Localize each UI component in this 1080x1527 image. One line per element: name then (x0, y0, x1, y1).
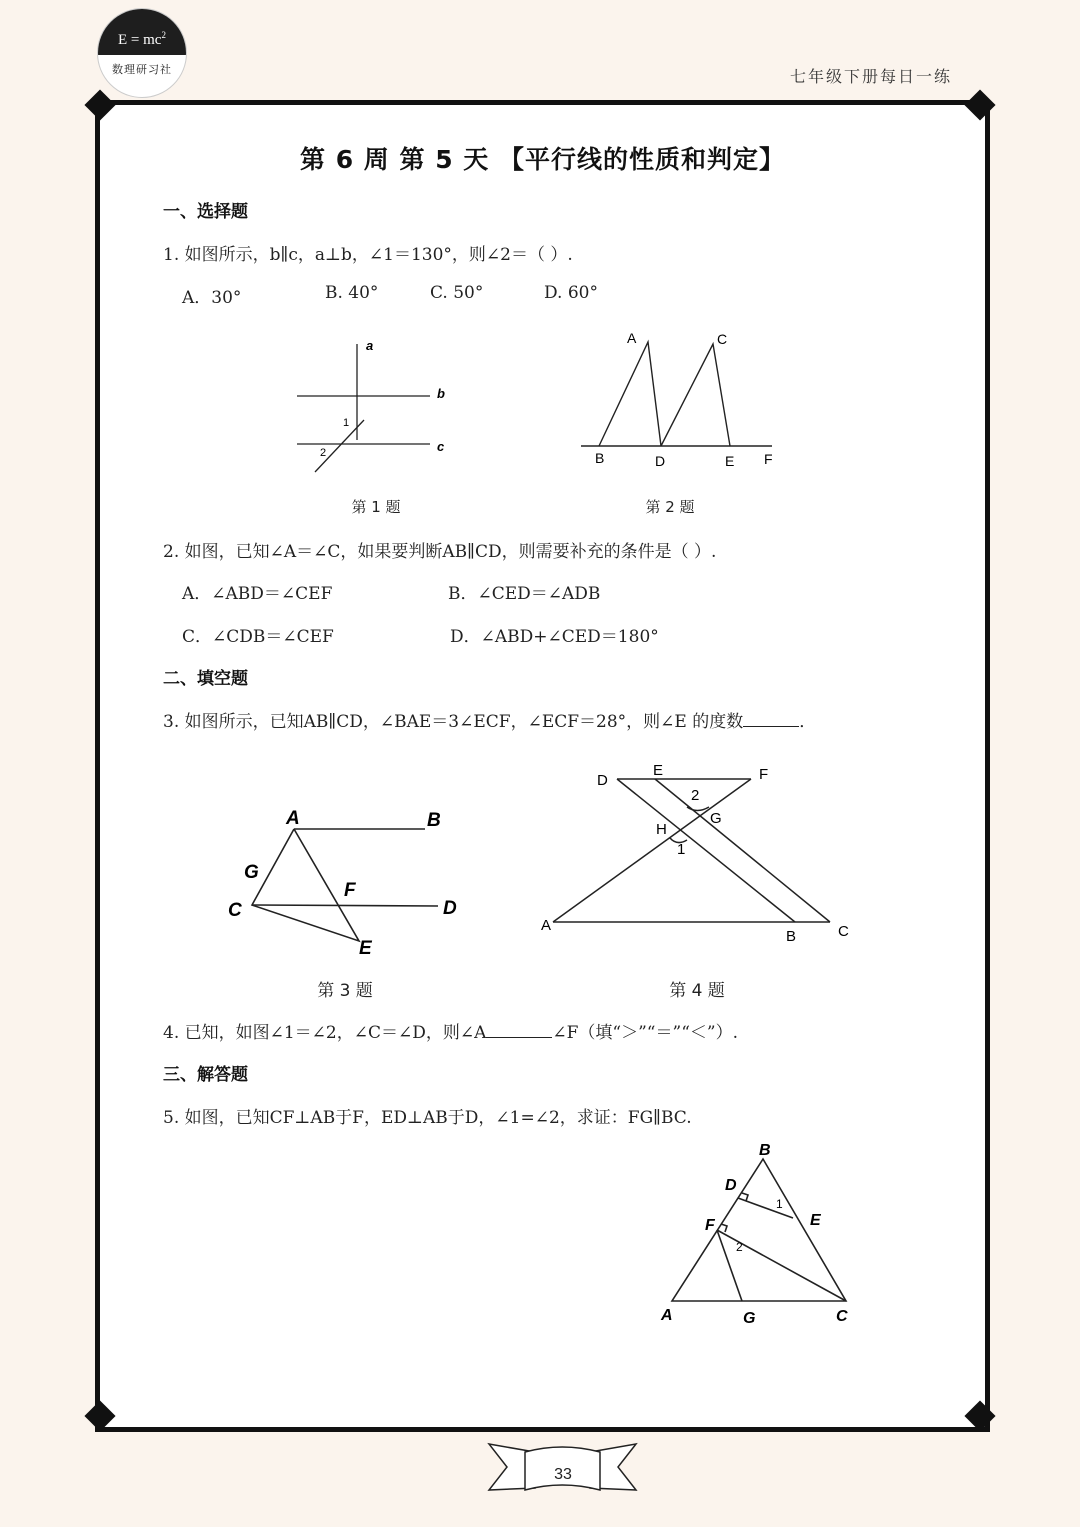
page-number: 33 (554, 1466, 572, 1483)
q4-answer-blank[interactable] (486, 1037, 552, 1038)
header-grade-text: 七年级下册每日一练 (789, 67, 952, 86)
fig5-label-D: D (725, 1177, 737, 1194)
question-3 (163, 707, 816, 732)
fig2-label-F: F (764, 451, 773, 467)
q1-option-d: D. 60° (544, 283, 598, 303)
fig3-label-A: A (286, 808, 300, 829)
figure-3 (220, 800, 480, 965)
q1-option-a: A．30° (182, 288, 242, 308)
q2-option-a: A．∠ABD＝∠CEF (182, 584, 333, 604)
q3-text: 3. 如图所示，已知AB∥CD，∠BAE＝3∠ECF，∠ECF＝28°，则∠E 的度数 (163, 712, 744, 732)
fig1-angle-1: 1 (343, 417, 350, 429)
fig1-angle-2: 2 (320, 447, 327, 459)
fig4-label-D: D (597, 772, 608, 789)
fig3-label-B: B (427, 810, 441, 831)
logo (97, 8, 187, 98)
caption-fig-2: 第 2 题 (645, 498, 695, 516)
fig5-label-A: A (661, 1307, 673, 1324)
fig4-label-F: F (759, 766, 769, 783)
fig1-label-a: a (366, 338, 374, 353)
fig4-label-H: H (656, 821, 667, 838)
caption-fig-3: 第 3 题 (317, 981, 373, 1001)
figure-4 (535, 760, 860, 950)
fig3-label-G: G (244, 862, 259, 883)
fig5-label-E: E (810, 1212, 821, 1229)
section-heading-answer: 三、解答题 (163, 1065, 248, 1085)
fig4-label-C: C (838, 923, 849, 940)
fig5-label-G: G (743, 1310, 756, 1327)
fig5-label-F: F (705, 1217, 715, 1234)
question-2: 2. 如图，已知∠A＝∠C，如果要判断AB∥CD，则需要补充的条件是（ ）. (163, 542, 717, 562)
fig5-angle-2: 2 (736, 1240, 743, 1254)
logo-formula: $E = mc^2$ (98, 9, 186, 55)
fig2-label-D: D (655, 453, 666, 469)
fig3-label-D: D (443, 898, 457, 919)
q1-option-b: B. 40° (325, 283, 379, 303)
fig5-label-C: C (836, 1308, 848, 1325)
fig3-label-C: C (228, 900, 242, 921)
figure-1 (280, 330, 480, 480)
q2-option-b: B．∠CED＝∠ADB (448, 584, 601, 604)
caption-fig-4: 第 4 题 (669, 981, 725, 1001)
page-title: 第 6 周 第 5 天 【平行线的性质和判定】 (299, 145, 785, 174)
fig1-label-b: b (437, 386, 445, 401)
fig3-label-F: F (344, 880, 356, 901)
q4-text-pre: 4. 已知，如图∠1＝∠2，∠C＝∠D，则∠A (163, 1023, 487, 1043)
logo-name: 数理研习社 (112, 62, 172, 76)
fig4-label-A: A (541, 917, 552, 934)
section-heading-fill: 二、填空题 (163, 669, 248, 689)
q1-option-c: C. 50° (430, 283, 484, 303)
caption-fig-1: 第 1 题 (351, 498, 401, 516)
section-heading-choice: 一、选择题 (163, 202, 248, 222)
fig5-label-B: B (759, 1142, 771, 1159)
fig4-angle-2: 2 (691, 787, 700, 804)
fig2-label-E: E (725, 453, 735, 469)
question-1: 1. 如图所示，b∥c，a⊥b，∠1＝130°，则∠2＝（ ）. (163, 245, 573, 265)
figure-2 (575, 325, 790, 475)
fig4-angle-1: 1 (677, 841, 686, 858)
fig2-label-C: C (717, 331, 728, 347)
q2-option-d: D．∠ABD+∠CED＝180° (450, 627, 659, 647)
q3-answer-blank[interactable] (743, 726, 799, 727)
fig4-label-B: B (786, 928, 797, 945)
figure-5 (650, 1135, 870, 1335)
fig2-label-A: A (627, 330, 637, 346)
fig4-label-G: G (710, 810, 722, 827)
fig3-label-E: E (359, 938, 372, 959)
fig1-label-c: c (437, 439, 445, 454)
q3-end: ． (799, 712, 817, 732)
fig2-label-B: B (595, 450, 605, 466)
q2-option-c: C．∠CDB＝∠CEF (182, 627, 334, 647)
fig4-label-E: E (653, 762, 664, 779)
q4-text-post: ∠F（填“＞”“＝”“＜”）. (552, 1023, 738, 1043)
fig5-angle-1: 1 (776, 1197, 783, 1211)
question-5: 5. 如图，已知CF⊥AB于F，ED⊥AB于D，∠1=∠2，求证：FG∥BC. (163, 1108, 692, 1128)
question-4 (163, 1018, 738, 1043)
